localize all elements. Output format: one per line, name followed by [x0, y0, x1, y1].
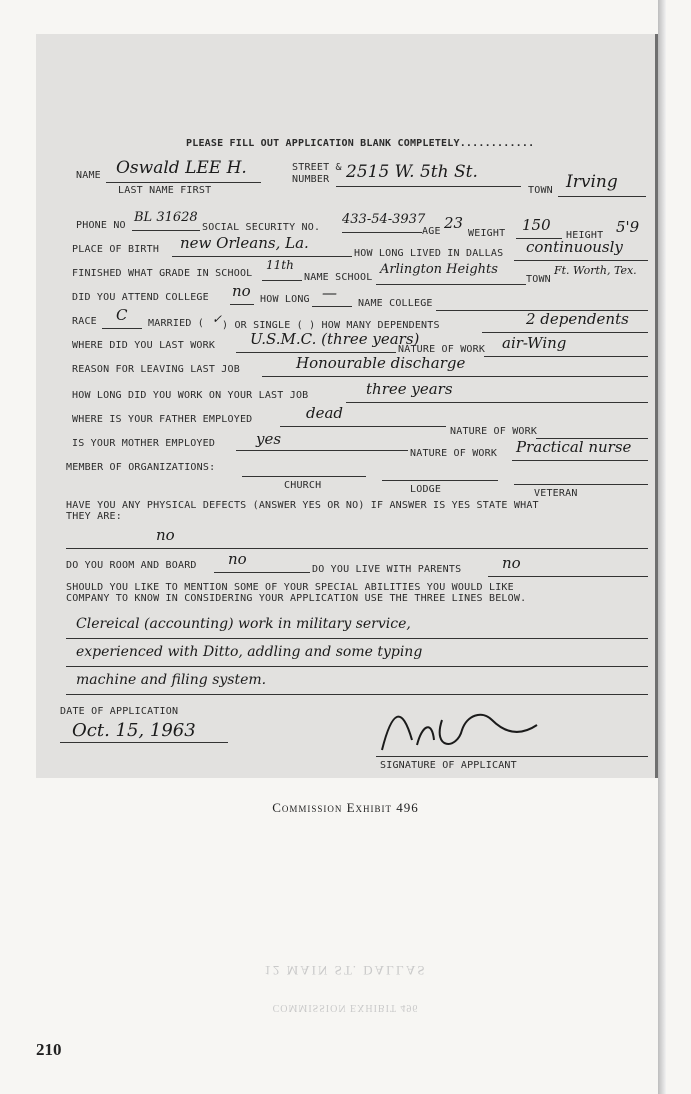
bleed-through-heading: 12 MAIN ST. DALLAS — [264, 963, 427, 978]
label-how-long-lived: HOW LONG LIVED IN DALLAS — [354, 248, 504, 259]
answer-mother-work: Practical nurse — [516, 438, 632, 456]
answer-school-town: Ft. Worth, Tex. — [554, 264, 637, 277]
answer-married: ✓ — [212, 312, 223, 326]
label-married: MARRIED ( — [148, 318, 204, 329]
answer-defects: no — [156, 526, 175, 544]
answer-name: Oswald LEE H. — [116, 158, 247, 178]
label-last-work: WHERE DID YOU LAST WORK — [72, 340, 216, 351]
answer-grade: 11th — [266, 258, 294, 272]
label-or-single: ) OR SINGLE ( ) HOW MANY DEPENDENTS — [222, 320, 440, 331]
label-name: NAME — [76, 170, 101, 181]
label-room-board: DO YOU ROOM AND BOARD — [66, 560, 197, 571]
label-nature-of-work: NATURE OF WORK — [398, 344, 486, 355]
label-nature-of-work-father: NATURE OF WORK — [450, 426, 538, 437]
applicant-signature — [372, 700, 542, 760]
answer-weight: 150 — [522, 216, 551, 234]
label-name-school: NAME SCHOOL — [304, 272, 373, 283]
label-abilities-2: COMPANY TO KNOW IN CONSIDERING YOUR APPLICATION USE THE THREE LINES BELOW. — [66, 593, 527, 604]
answer-last-work: U.S.M.C. (three years) — [250, 330, 420, 348]
answer-height: 5'9 — [616, 218, 640, 236]
label-abilities: SHOULD YOU LIKE TO MENTION SOME OF YOUR SPECIAL ABILITIES YOU WOULD LIKE — [66, 582, 514, 593]
answer-abilities-line-3: machine and filing system. — [76, 672, 267, 688]
label-veteran: VETERAN — [534, 488, 578, 499]
label-date-of-application: DATE OF APPLICATION — [60, 706, 179, 717]
label-number: NUMBER — [292, 174, 330, 185]
answer-how-long-lived: continuously — [526, 238, 623, 256]
label-how-long: HOW LONG — [260, 294, 310, 305]
exhibit-caption: Commission Exhibit 496 — [272, 800, 419, 815]
label-live-parents: DO YOU LIVE WITH PARENTS — [312, 564, 462, 575]
answer-college-how-long: — — [322, 284, 337, 302]
label-how-long-last-job: HOW LONG DID YOU WORK ON YOUR LAST JOB — [72, 390, 309, 401]
answer-street: 2515 W. 5th St. — [346, 162, 478, 182]
label-name-college: NAME COLLEGE — [358, 298, 433, 309]
label-church: CHURCH — [284, 480, 322, 491]
answer-school: Arlington Heights — [380, 262, 498, 277]
label-phone: PHONE NO — [76, 220, 126, 231]
answer-phone: BL 31628 — [134, 210, 198, 225]
answer-town: Irving — [566, 172, 618, 192]
label-defects-they-are: THEY ARE: — [66, 511, 122, 522]
answer-abilities-line-2: experienced with Ditto, addling and some typing — [76, 644, 423, 660]
label-finished-grade: FINISHED WHAT GRADE IN SCHOOL — [72, 268, 253, 279]
answer-place-of-birth: new Orleans, La. — [180, 234, 309, 252]
answer-dependents: 2 dependents — [526, 310, 629, 328]
label-social-security: SOCIAL SECURITY NO. — [202, 222, 321, 233]
application-form — [36, 34, 658, 778]
answer-age: 23 — [444, 214, 464, 232]
label-organizations: MEMBER OF ORGANIZATIONS: — [66, 462, 216, 473]
label-signature: SIGNATURE OF APPLICANT — [380, 760, 517, 771]
answer-room-board: no — [228, 550, 247, 568]
label-defects: HAVE YOU ANY PHYSICAL DEFECTS (ANSWER YES OR NO) IF ANSWER IS YES STATE WHAT — [66, 500, 539, 511]
label-town: TOWN — [528, 185, 553, 196]
answer-reason: Honourable discharge — [296, 354, 466, 372]
label-race: RACE — [72, 316, 97, 327]
label-place-of-birth: PLACE OF BIRTH — [72, 244, 160, 255]
page-edge — [658, 0, 666, 1094]
answer-social-security: 433-54-3937 — [342, 212, 426, 227]
answer-parents: no — [502, 554, 521, 572]
label-father-employed: WHERE IS YOUR FATHER EMPLOYED — [72, 414, 253, 425]
label-height: HEIGHT — [566, 230, 604, 241]
answer-nature-last: air-Wing — [502, 334, 567, 352]
answer-mother: yes — [256, 430, 282, 448]
label-town-school: TOWN — [526, 274, 551, 285]
label-lodge: LODGE — [410, 484, 442, 495]
page-number: 210 — [36, 1040, 62, 1059]
answer-how-long-job: three years — [366, 380, 453, 398]
answer-abilities-line-1: Clereical (accounting) work in military service, — [76, 616, 411, 632]
label-nature-of-work-mother: NATURE OF WORK — [410, 448, 498, 459]
form-heading: PLEASE FILL OUT APPLICATION BLANK COMPLETELY............ — [186, 138, 535, 149]
bleed-through-caption: COMMISSION EXHIBIT 496 — [272, 1002, 419, 1013]
label-mother-employed: IS YOUR MOTHER EMPLOYED — [72, 438, 216, 449]
answer-college: no — [232, 282, 251, 300]
answer-date: Oct. 15, 1963 — [72, 720, 196, 741]
answer-race: C — [116, 306, 128, 324]
label-reason-leaving: REASON FOR LEAVING LAST JOB — [72, 364, 240, 375]
label-last-name-first: LAST NAME FIRST — [118, 185, 212, 196]
label-street: STREET & — [292, 162, 342, 173]
label-attend-college: DID YOU ATTEND COLLEGE — [72, 292, 209, 303]
answer-father: dead — [306, 404, 344, 422]
label-age: AGE — [422, 226, 441, 237]
label-weight: WEIGHT — [468, 228, 506, 239]
